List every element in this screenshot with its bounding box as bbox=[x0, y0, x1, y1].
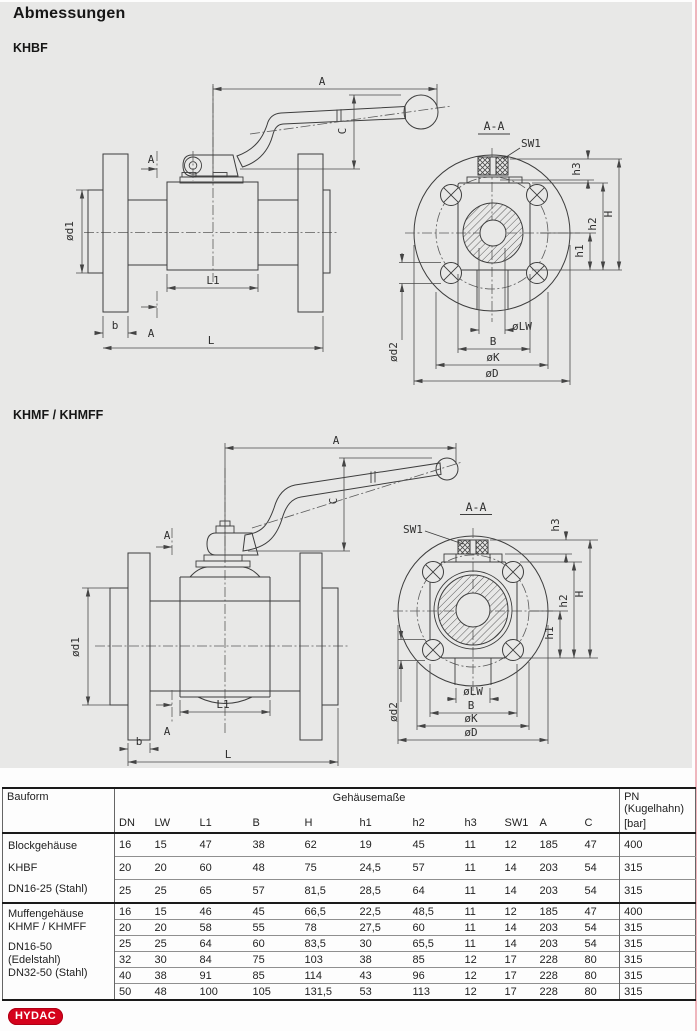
dimension-value-cell: 30 bbox=[356, 936, 409, 952]
col-header-dn: DN bbox=[119, 817, 135, 829]
dim-h-label: H bbox=[602, 210, 615, 218]
dimension-value-cell: 20 bbox=[115, 857, 151, 880]
dimension-value-cell: 131,5 bbox=[301, 984, 356, 1001]
dimension-value-cell: 11 bbox=[461, 920, 501, 936]
dimension-value-cell: 83,5 bbox=[301, 936, 356, 952]
dimension-value-cell: 65 bbox=[196, 880, 249, 904]
col-header-b: B bbox=[252, 817, 260, 829]
dimension-value-cell: 96 bbox=[409, 968, 461, 984]
dimension-value-cell: 84 bbox=[196, 952, 249, 968]
dim-h1-label: h1 bbox=[543, 626, 556, 640]
table-row bbox=[3, 903, 696, 920]
pn-value-cell: 315 bbox=[620, 920, 696, 936]
col-header-l1: L1 bbox=[199, 817, 212, 829]
dimension-value-cell: 50 bbox=[115, 984, 151, 1001]
dimension-value-cell: 15 bbox=[151, 833, 196, 857]
col-header-lw: LW bbox=[154, 817, 171, 829]
dimension-value-cell: 11 bbox=[461, 903, 501, 920]
dimension-value-cell: 15 bbox=[151, 903, 196, 920]
dimension-value-cell: 17 bbox=[501, 952, 536, 968]
dimension-value-cell: 11 bbox=[461, 833, 501, 857]
dimension-value-cell: 103 bbox=[301, 952, 356, 968]
dimension-value-cell: 64 bbox=[196, 936, 249, 952]
dim-a-label: A bbox=[332, 434, 340, 447]
dimension-value-cell: 64 bbox=[409, 880, 461, 904]
cut-a-bottom-label: A bbox=[147, 327, 155, 340]
dimension-value-cell: 14 bbox=[501, 857, 536, 880]
dimension-value-cell: 11 bbox=[461, 936, 501, 952]
dim-h-label: H bbox=[573, 590, 586, 598]
dimension-value-cell: 17 bbox=[501, 984, 536, 1001]
pn-value-cell: 315 bbox=[620, 857, 696, 880]
dimension-value-cell: 81,5 bbox=[301, 880, 356, 904]
dimension-value-cell: 60 bbox=[249, 936, 301, 952]
dimension-value-cell: 38 bbox=[151, 968, 196, 984]
dimension-value-cell: 58 bbox=[196, 920, 249, 936]
pn-value-cell: 315 bbox=[620, 936, 696, 952]
hydac-logo bbox=[8, 1008, 63, 1025]
section-aa-label: A-A bbox=[483, 119, 505, 133]
dim-k-label: øK bbox=[486, 351, 500, 364]
sw1-label: SW1 bbox=[403, 523, 423, 536]
pn-value-cell: 315 bbox=[620, 984, 696, 1001]
dimension-value-cell: 45 bbox=[409, 833, 461, 857]
pn-value-cell: 315 bbox=[620, 952, 696, 968]
dim-c-label: C bbox=[327, 497, 340, 505]
dimension-value-cell: 54 bbox=[581, 920, 620, 936]
cut-a-top-label: A bbox=[147, 153, 155, 166]
pn-value-cell: 400 bbox=[620, 833, 696, 857]
dim-l-label: L bbox=[224, 748, 232, 761]
dim-lw-label: øLW bbox=[463, 685, 483, 698]
dimension-value-cell: 46 bbox=[196, 903, 249, 920]
dim-h3-label: h3 bbox=[570, 162, 583, 176]
dimension-value-cell: 16 bbox=[115, 833, 151, 857]
dimension-value-cell: 203 bbox=[536, 936, 581, 952]
dimension-value-cell: 25 bbox=[115, 880, 151, 904]
dimension-value-cell: 60 bbox=[409, 920, 461, 936]
dim-a-label: A bbox=[318, 75, 326, 88]
pn-value-cell: 400 bbox=[620, 903, 696, 920]
dimension-value-cell: 203 bbox=[536, 920, 581, 936]
khbf-side-dimensions bbox=[63, 75, 437, 352]
dimension-value-cell: 66,5 bbox=[301, 903, 356, 920]
col-header-h3: h3 bbox=[464, 817, 477, 829]
dimension-value-cell: 14 bbox=[501, 920, 536, 936]
dimension-value-cell: 48 bbox=[151, 984, 196, 1001]
dimension-value-cell: 100 bbox=[196, 984, 249, 1001]
dimension-value-cell: 48 bbox=[249, 857, 301, 880]
dimension-value-cell: 55 bbox=[249, 920, 301, 936]
dimension-value-cell: 38 bbox=[249, 833, 301, 857]
dim-lw-label: øLW bbox=[512, 320, 532, 333]
dimension-value-cell: 11 bbox=[461, 880, 501, 904]
section-label-khmf: KHMF / KHMFF bbox=[13, 408, 104, 422]
dimension-value-cell: 20 bbox=[151, 857, 196, 880]
khbf-section-view bbox=[405, 119, 580, 322]
dim-l1-label: L1 bbox=[206, 274, 220, 287]
khbf-side-view bbox=[84, 86, 452, 312]
dimension-value-cell: 85 bbox=[409, 952, 461, 968]
dimension-value-cell: 47 bbox=[196, 833, 249, 857]
dimension-value-cell: 12 bbox=[461, 952, 501, 968]
dim-bb-label: B bbox=[489, 335, 497, 348]
dim-d2-label: ød2 bbox=[387, 702, 400, 722]
dimension-value-cell: 19 bbox=[356, 833, 409, 857]
dimension-value-cell: 91 bbox=[196, 968, 249, 984]
dimension-value-cell: 57 bbox=[249, 880, 301, 904]
dimension-value-cell: 38 bbox=[356, 952, 409, 968]
dimension-value-cell: 12 bbox=[501, 903, 536, 920]
dimension-value-cell: 78 bbox=[301, 920, 356, 936]
table-header bbox=[3, 788, 696, 833]
dimension-value-cell: 203 bbox=[536, 857, 581, 880]
dimension-value-cell: 12 bbox=[461, 984, 501, 1001]
col-header-h2: h2 bbox=[412, 817, 425, 829]
dim-h1-label: h1 bbox=[573, 244, 586, 258]
dim-c-label: C bbox=[336, 127, 349, 135]
page-title: Abmessungen bbox=[13, 5, 126, 22]
dimension-value-cell: 25 bbox=[151, 936, 196, 952]
dim-d-label: øD bbox=[464, 726, 478, 739]
dimension-value-cell: 65,5 bbox=[409, 936, 461, 952]
section-label-khbf: KHBF bbox=[13, 41, 48, 55]
khmf-side-view bbox=[95, 458, 462, 740]
khmf-drawing bbox=[0, 400, 700, 770]
dim-l1-label: L1 bbox=[216, 698, 230, 711]
dimension-value-cell: 185 bbox=[536, 833, 581, 857]
pn-value-cell: 315 bbox=[620, 880, 696, 904]
dimensions-table-body bbox=[3, 833, 696, 1000]
section-aa-label: A-A bbox=[465, 500, 487, 514]
dimension-value-cell: 80 bbox=[581, 952, 620, 968]
dimension-value-cell: 47 bbox=[581, 903, 620, 920]
dim-bb-label: B bbox=[467, 699, 475, 712]
col-header-h: H bbox=[304, 817, 313, 829]
dim-d2-label: ød2 bbox=[387, 342, 400, 362]
dimension-value-cell: 57 bbox=[409, 857, 461, 880]
dim-k-label: øK bbox=[464, 712, 478, 725]
col-header-gehaeusemasse: Gehäusemaße bbox=[332, 792, 406, 804]
hydac-logo-text: HYDAC bbox=[14, 1010, 57, 1022]
dimension-value-cell: 25 bbox=[151, 880, 196, 904]
col-header-h1: h1 bbox=[359, 817, 372, 829]
dimensions-table bbox=[2, 787, 696, 1001]
dim-d1-label: ød1 bbox=[69, 637, 82, 657]
dimension-value-cell: 228 bbox=[536, 952, 581, 968]
dimension-value-cell: 113 bbox=[409, 984, 461, 1001]
dimension-value-cell: 114 bbox=[301, 968, 356, 984]
dimension-value-cell: 32 bbox=[115, 952, 151, 968]
dim-h3-label: h3 bbox=[549, 518, 562, 532]
dimension-value-cell: 228 bbox=[536, 968, 581, 984]
dimension-value-cell: 48,5 bbox=[409, 903, 461, 920]
dimension-value-cell: 203 bbox=[536, 880, 581, 904]
dimension-value-cell: 12 bbox=[461, 968, 501, 984]
dimension-value-cell: 28,5 bbox=[356, 880, 409, 904]
dimension-value-cell: 27,5 bbox=[356, 920, 409, 936]
dim-h2-label: h2 bbox=[586, 217, 599, 231]
dimension-value-cell: 45 bbox=[249, 903, 301, 920]
bauform-group-label: Muffengehäuse KHMF / KHMFF DN16-50 (Edelstahl) DN32-50 (Stahl) bbox=[3, 903, 115, 1000]
dimension-value-cell: 53 bbox=[356, 984, 409, 1001]
sw1-label: SW1 bbox=[521, 137, 541, 150]
dimension-value-cell: 105 bbox=[249, 984, 301, 1001]
cut-a-bottom-label: A bbox=[163, 725, 171, 738]
dimension-value-cell: 25 bbox=[115, 936, 151, 952]
dimension-value-cell: 20 bbox=[115, 920, 151, 936]
col-header-bauform: Bauform bbox=[3, 788, 115, 833]
dimension-value-cell: 62 bbox=[301, 833, 356, 857]
dimension-value-cell: 20 bbox=[151, 920, 196, 936]
bauform-group-label: Blockgehäuse KHBF DN16-25 (Stahl) bbox=[3, 833, 115, 903]
dim-d-label: øD bbox=[485, 367, 499, 380]
col-header-sw1: SW1 bbox=[504, 817, 529, 829]
dimension-value-cell: 47 bbox=[581, 833, 620, 857]
dim-b-label: b bbox=[135, 735, 143, 748]
table-row bbox=[3, 833, 696, 857]
dim-b-label: b bbox=[111, 319, 119, 332]
dimension-value-cell: 185 bbox=[536, 903, 581, 920]
dimension-value-cell: 14 bbox=[501, 880, 536, 904]
pn-value-cell: 315 bbox=[620, 968, 696, 984]
dimension-value-cell: 228 bbox=[536, 984, 581, 1001]
dimension-value-cell: 14 bbox=[501, 936, 536, 952]
col-header-a: A bbox=[539, 817, 547, 829]
dimension-value-cell: 54 bbox=[581, 936, 620, 952]
dimension-value-cell: 80 bbox=[581, 968, 620, 984]
col-header-pn: PN (Kugelhahn) [bar] bbox=[620, 788, 696, 833]
col-header-c: C bbox=[584, 817, 593, 829]
dimension-value-cell: 75 bbox=[249, 952, 301, 968]
dimension-value-cell: 54 bbox=[581, 857, 620, 880]
dimension-value-cell: 85 bbox=[249, 968, 301, 984]
dimension-value-cell: 11 bbox=[461, 857, 501, 880]
dimension-value-cell: 43 bbox=[356, 968, 409, 984]
dimension-value-cell: 24,5 bbox=[356, 857, 409, 880]
dimension-value-cell: 40 bbox=[115, 968, 151, 984]
dimension-value-cell: 54 bbox=[581, 880, 620, 904]
dimension-value-cell: 22,5 bbox=[356, 903, 409, 920]
cut-a-top-label: A bbox=[163, 529, 171, 542]
khbf-drawing bbox=[0, 60, 700, 400]
dimension-value-cell: 16 bbox=[115, 903, 151, 920]
dim-h2-label: h2 bbox=[557, 594, 570, 608]
dimension-value-cell: 30 bbox=[151, 952, 196, 968]
dimension-value-cell: 75 bbox=[301, 857, 356, 880]
dimension-value-cell: 80 bbox=[581, 984, 620, 1001]
dimension-value-cell: 12 bbox=[501, 833, 536, 857]
dim-l-label: L bbox=[207, 334, 215, 347]
dimension-value-cell: 17 bbox=[501, 968, 536, 984]
dim-d1-label: ød1 bbox=[63, 221, 76, 241]
dimension-value-cell: 60 bbox=[196, 857, 249, 880]
